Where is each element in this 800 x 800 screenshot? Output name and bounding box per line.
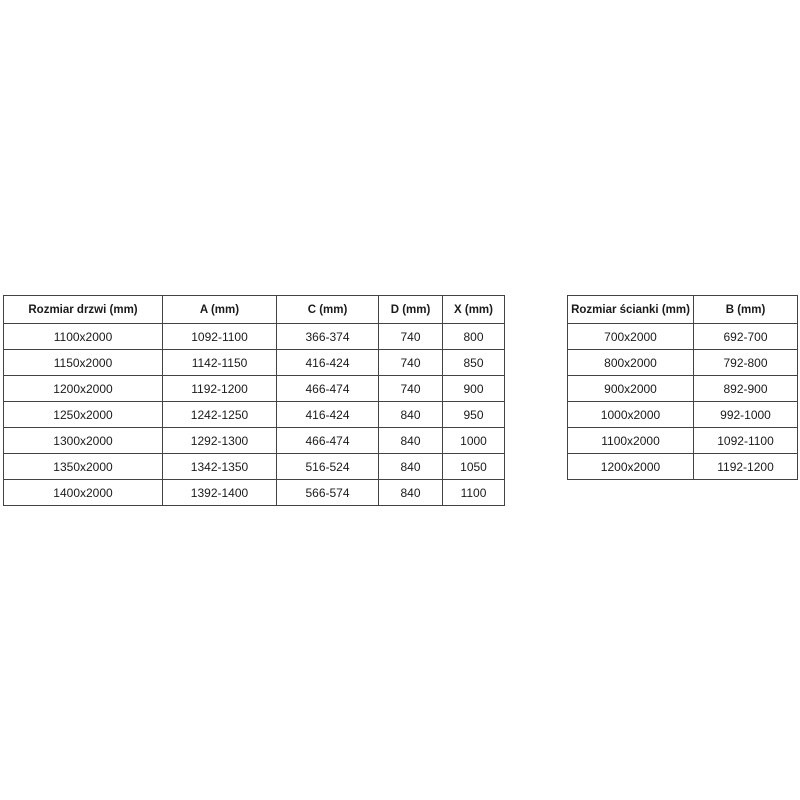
- cell: 1192-1200: [163, 376, 277, 402]
- cell: 1100x2000: [568, 428, 694, 454]
- cell: 416-424: [277, 402, 379, 428]
- cell: 1000x2000: [568, 402, 694, 428]
- table-row: [4, 454, 505, 480]
- table-row: [568, 454, 798, 480]
- column-header: D (mm): [379, 296, 443, 324]
- column-header: Rozmiar ścianki (mm): [568, 296, 694, 324]
- cell: 1392-1400: [163, 480, 277, 506]
- cell: 840: [379, 402, 443, 428]
- column-header: A (mm): [163, 296, 277, 324]
- cell: 840: [379, 454, 443, 480]
- table-row: [4, 480, 505, 506]
- cell: 1292-1300: [163, 428, 277, 454]
- cell: 700x2000: [568, 324, 694, 350]
- cell: 466-474: [277, 376, 379, 402]
- cell: 1250x2000: [4, 402, 163, 428]
- cell: 800x2000: [568, 350, 694, 376]
- cell: 740: [379, 350, 443, 376]
- wall-table-header-row: [568, 296, 798, 324]
- door-table-header-row: [4, 296, 505, 324]
- table-row: [4, 376, 505, 402]
- cell: 900x2000: [568, 376, 694, 402]
- cell: 466-474: [277, 428, 379, 454]
- cell: 740: [379, 376, 443, 402]
- table-row: [4, 350, 505, 376]
- table-row: [4, 428, 505, 454]
- cell: 1142-1150: [163, 350, 277, 376]
- cell: 1100: [443, 480, 505, 506]
- cell: 1200x2000: [568, 454, 694, 480]
- cell: 1092-1100: [694, 428, 798, 454]
- wall-sizes-table: [567, 295, 798, 480]
- column-header: Rozmiar drzwi (mm): [4, 296, 163, 324]
- cell: 892-900: [694, 376, 798, 402]
- table-row: [4, 324, 505, 350]
- table-row: [4, 402, 505, 428]
- cell: 1300x2000: [4, 428, 163, 454]
- cell: 840: [379, 480, 443, 506]
- column-header: B (mm): [694, 296, 798, 324]
- table-row: [568, 402, 798, 428]
- cell: 366-374: [277, 324, 379, 350]
- cell: 516-524: [277, 454, 379, 480]
- column-header: X (mm): [443, 296, 505, 324]
- cell: 840: [379, 428, 443, 454]
- cell: 992-1000: [694, 402, 798, 428]
- cell: 1192-1200: [694, 454, 798, 480]
- cell: 692-700: [694, 324, 798, 350]
- cell: 1200x2000: [4, 376, 163, 402]
- cell: 416-424: [277, 350, 379, 376]
- table-row: [568, 350, 798, 376]
- table-row: [568, 428, 798, 454]
- cell: 1242-1250: [163, 402, 277, 428]
- door-sizes-table: [3, 295, 505, 506]
- column-header: C (mm): [277, 296, 379, 324]
- cell: 1350x2000: [4, 454, 163, 480]
- cell: 850: [443, 350, 505, 376]
- cell: 1092-1100: [163, 324, 277, 350]
- cell: 1400x2000: [4, 480, 163, 506]
- cell: 950: [443, 402, 505, 428]
- cell: 1000: [443, 428, 505, 454]
- cell: 1150x2000: [4, 350, 163, 376]
- cell: 792-800: [694, 350, 798, 376]
- cell: 740: [379, 324, 443, 350]
- cell: 1342-1350: [163, 454, 277, 480]
- table-row: [568, 376, 798, 402]
- cell: 566-574: [277, 480, 379, 506]
- cell: 1050: [443, 454, 505, 480]
- cell: 900: [443, 376, 505, 402]
- cell: 1100x2000: [4, 324, 163, 350]
- table-row: [568, 324, 798, 350]
- cell: 800: [443, 324, 505, 350]
